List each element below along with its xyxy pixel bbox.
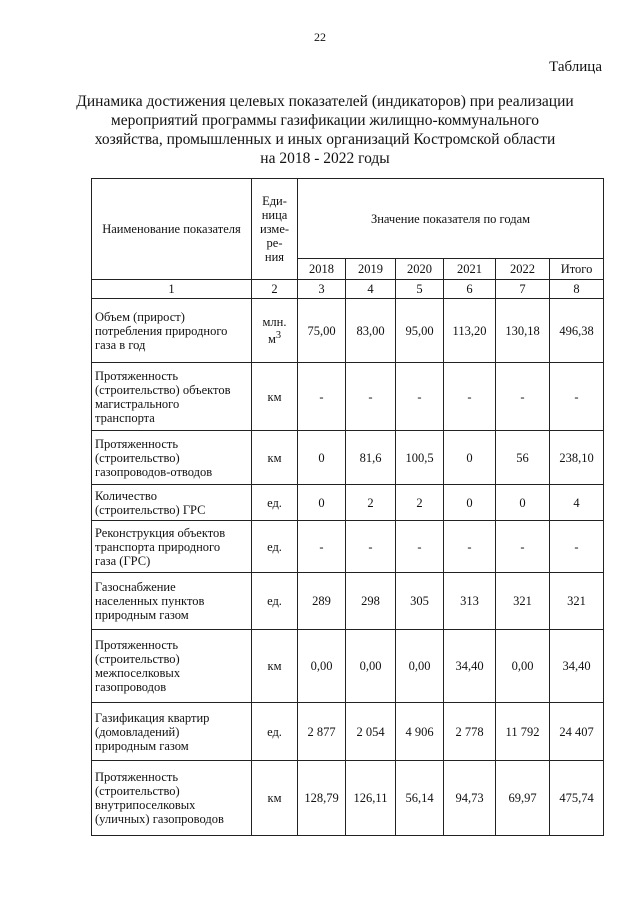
value-cell: 130,18 xyxy=(496,299,550,363)
indicator-name: Газоснабжение населенных пунктов природным газом xyxy=(92,573,252,630)
indicator-name: Газификация квартир (домовладений) природным газом xyxy=(92,703,252,761)
value-cell: - xyxy=(346,363,396,431)
value-cell: 95,00 xyxy=(396,299,444,363)
total-cell: 34,40 xyxy=(550,630,604,703)
total-cell: 496,38 xyxy=(550,299,604,363)
value-cell: 0 xyxy=(496,485,550,521)
value-cell: 0 xyxy=(444,431,496,485)
value-cell: 289 xyxy=(298,573,346,630)
header-row xyxy=(92,179,604,259)
value-cell: - xyxy=(396,363,444,431)
title-line: на 2018 - 2022 годы xyxy=(260,150,390,167)
indicator-name: Протяженность (строительство) газопроводов-отводов xyxy=(92,431,252,485)
value-cell: 2 778 xyxy=(444,703,496,761)
value-cell: 128,79 xyxy=(298,761,346,836)
value-cell: 0 xyxy=(298,485,346,521)
value-cell: 56 xyxy=(496,431,550,485)
value-cell: 69,97 xyxy=(496,761,550,836)
column-number: 1 xyxy=(92,280,252,299)
indicator-unit: км xyxy=(252,630,298,703)
total-cell: 321 xyxy=(550,573,604,630)
value-cell: - xyxy=(396,521,444,573)
value-cell: 0,00 xyxy=(396,630,444,703)
indicator-unit: ед. xyxy=(252,703,298,761)
total-cell: 475,74 xyxy=(550,761,604,836)
column-numbers-row xyxy=(92,280,604,299)
indicator-unit: млн. $м^3$ xyxy=(252,299,298,363)
table-row xyxy=(92,521,604,573)
column-number: 8 xyxy=(550,280,604,299)
value-cell: 113,20 xyxy=(444,299,496,363)
value-cell: - xyxy=(346,521,396,573)
indicator-unit: км xyxy=(252,431,298,485)
value-cell: 81,6 xyxy=(346,431,396,485)
header-unit: Еди- ница изме- ре- ния xyxy=(252,179,298,280)
value-cell: 2 xyxy=(346,485,396,521)
header-year: 2018 xyxy=(298,259,346,280)
value-cell: 305 xyxy=(396,573,444,630)
title-line: хозяйства, промышленных и иных организаций Костромской области xyxy=(94,131,556,148)
total-cell: 24 407 xyxy=(550,703,604,761)
column-number: 4 xyxy=(346,280,396,299)
column-number: 2 xyxy=(252,280,298,299)
table-row xyxy=(92,630,604,703)
header-indicator-name: Наименование показателя xyxy=(92,179,252,280)
value-cell: 321 xyxy=(496,573,550,630)
title-line: Динамика достижения целевых показателей (индикаторов) при реализации xyxy=(76,93,574,110)
indicator-unit: км xyxy=(252,761,298,836)
table-caption: Таблица xyxy=(549,59,602,75)
page-number: 22 xyxy=(314,30,326,44)
value-cell: - xyxy=(444,363,496,431)
value-cell: 100,5 xyxy=(396,431,444,485)
title-line: мероприятий программы газификации жилищно-коммунального xyxy=(110,112,540,129)
table-row xyxy=(92,573,604,630)
value-cell: - xyxy=(444,521,496,573)
indicator-name: Объем (прирост) потребления природного газа в год xyxy=(92,299,252,363)
indicator-name: Протяженность (строительство) объектов магистрального транспорта xyxy=(92,363,252,431)
value-cell: 0,00 xyxy=(298,630,346,703)
indicator-unit: ед. xyxy=(252,485,298,521)
value-cell: - xyxy=(496,521,550,573)
value-cell: 0,00 xyxy=(496,630,550,703)
value-cell: 2 xyxy=(396,485,444,521)
indicator-name: Реконструкция объектов транспорта природного газа (ГРС) xyxy=(92,521,252,573)
table-row xyxy=(92,485,604,521)
value-cell: 56,14 xyxy=(396,761,444,836)
indicator-name: Протяженность (строительство) межпоселковых газопроводов xyxy=(92,630,252,703)
value-cell: - xyxy=(298,363,346,431)
indicator-unit: км xyxy=(252,363,298,431)
value-cell: 126,11 xyxy=(346,761,396,836)
total-cell: 4 xyxy=(550,485,604,521)
column-number: 3 xyxy=(298,280,346,299)
table-row xyxy=(92,299,604,363)
value-cell: 94,73 xyxy=(444,761,496,836)
header-total: Итого xyxy=(550,259,604,280)
table-row xyxy=(92,703,604,761)
header-year: 2019 xyxy=(346,259,396,280)
value-cell: 34,40 xyxy=(444,630,496,703)
value-cell: 0 xyxy=(444,485,496,521)
header-year: 2020 xyxy=(396,259,444,280)
value-cell: 4 906 xyxy=(396,703,444,761)
column-number: 7 xyxy=(496,280,550,299)
value-cell: 2 877 xyxy=(298,703,346,761)
value-cell: 298 xyxy=(346,573,396,630)
table-row xyxy=(92,363,604,431)
header-year: 2021 xyxy=(444,259,496,280)
total-cell: 238,10 xyxy=(550,431,604,485)
table-row xyxy=(92,431,604,485)
indicator-unit: ед. xyxy=(252,521,298,573)
total-cell: - xyxy=(550,521,604,573)
header-year: 2022 xyxy=(496,259,550,280)
value-cell: - xyxy=(496,363,550,431)
column-number: 6 xyxy=(444,280,496,299)
indicator-unit: ед. xyxy=(252,573,298,630)
value-cell: 2 054 xyxy=(346,703,396,761)
header-values-by-year: Значение показателя по годам xyxy=(298,179,604,259)
value-cell: - xyxy=(298,521,346,573)
value-cell: 11 792 xyxy=(496,703,550,761)
value-cell: 0,00 xyxy=(346,630,396,703)
value-cell: 313 xyxy=(444,573,496,630)
value-cell: 0 xyxy=(298,431,346,485)
indicator-name: Протяженность (строительство) внутрипоселковых (уличных) газопроводов xyxy=(92,761,252,836)
value-cell: 83,00 xyxy=(346,299,396,363)
table-row xyxy=(92,761,604,836)
total-cell: - xyxy=(550,363,604,431)
indicator-name: Количество (строительство) ГРС xyxy=(92,485,252,521)
indicators-table xyxy=(91,178,604,836)
value-cell: 75,00 xyxy=(298,299,346,363)
document-title xyxy=(60,92,590,168)
column-number: 5 xyxy=(396,280,444,299)
